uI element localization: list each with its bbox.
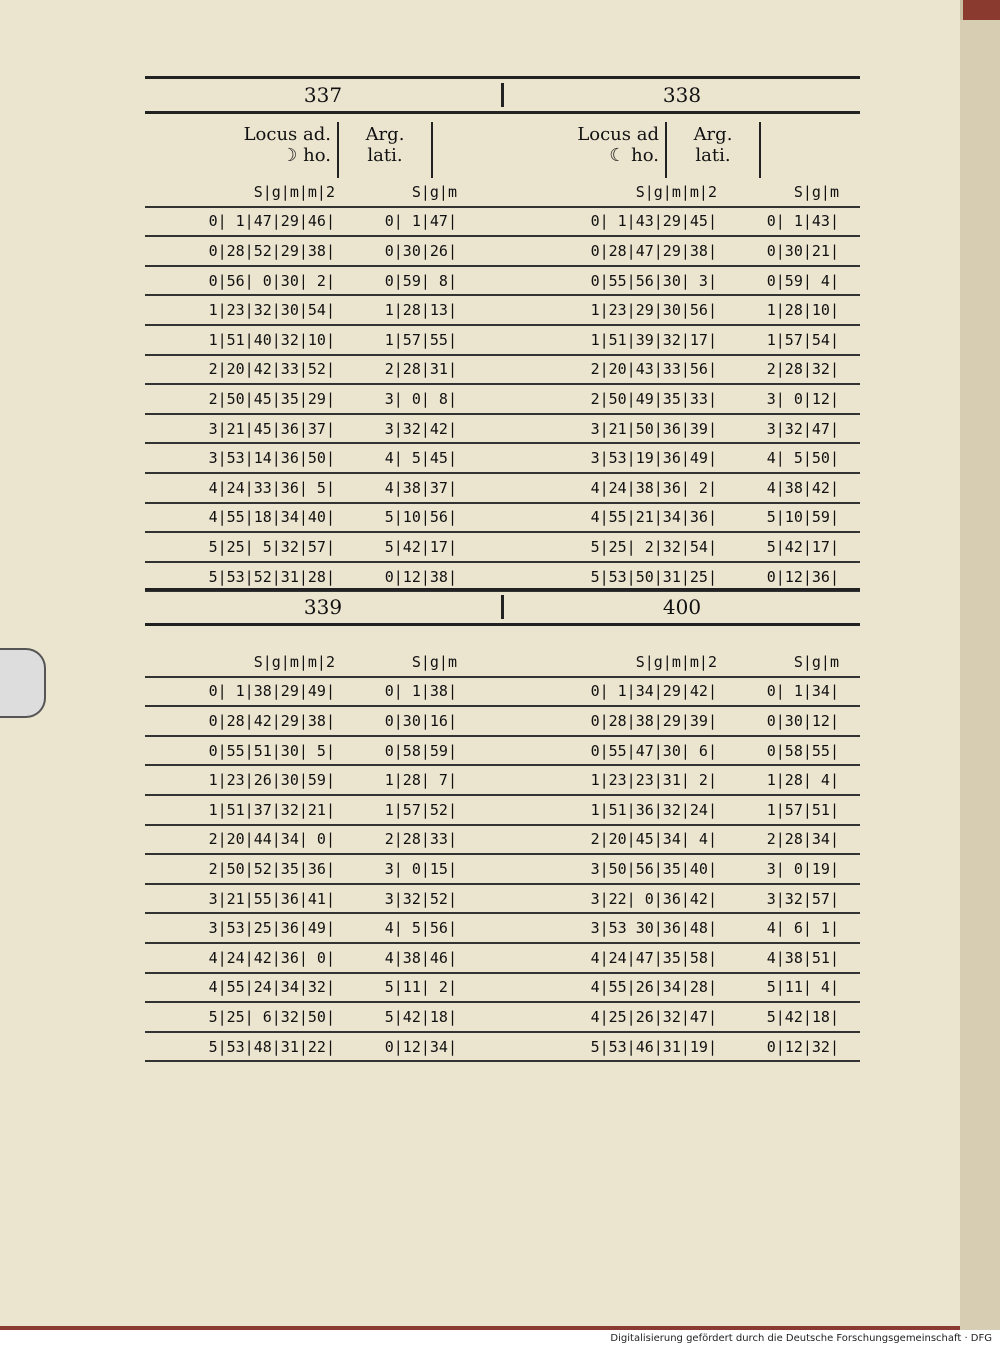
table-cell: 2|28|31|	[384, 360, 457, 379]
table-bottom	[145, 588, 860, 1062]
table-cell: 0| 1|43|	[766, 212, 839, 231]
table-cell: 3|32|42|	[384, 419, 457, 438]
table-cell: 0|30|21|	[766, 241, 839, 260]
table-cell: 4| 5|50|	[766, 449, 839, 468]
table-cell: 1|23|23|31| 2|	[590, 771, 717, 790]
table-row	[145, 855, 860, 885]
table-cell: 4|24|38|36| 2|	[590, 478, 717, 497]
table-row	[145, 296, 860, 326]
table-cell: 2|28|32|	[766, 360, 839, 379]
table-cell: 0|55|51|30| 5|	[208, 741, 335, 760]
table-cell: 2|50|49|35|33|	[590, 389, 717, 408]
table-cell: 5|53|50|31|25|	[590, 567, 717, 586]
table-cell: 0|55|56|30| 3|	[590, 271, 717, 290]
table-cell: 5|42|18|	[384, 1007, 457, 1026]
table-cell: 0|58|55|	[766, 741, 839, 760]
table-top	[145, 76, 860, 592]
table-cell: 1|28|13|	[384, 301, 457, 320]
table-cell: 4|38|51|	[766, 948, 839, 967]
table-row	[145, 533, 860, 563]
table-cell: 0| 1|34|	[766, 682, 839, 701]
table-cell: 0|28|42|29|38|	[208, 711, 335, 730]
label-lati: lati.	[367, 145, 403, 166]
table-cell: 0| 1|38|	[384, 682, 457, 701]
table-cell: 5|42|17|	[384, 537, 457, 556]
table-cell: 5|25| 6|32|50|	[208, 1007, 335, 1026]
table-cell: 4| 5|56|	[384, 919, 457, 938]
label-arg: Arg.	[365, 124, 405, 145]
table-cell: 5|53|46|31|19|	[590, 1037, 717, 1056]
table-cell: 2|50|45|35|29|	[208, 389, 335, 408]
table-cell: 3|21|45|36|37|	[208, 419, 335, 438]
table-cell: 0|59| 8|	[384, 271, 457, 290]
table-cell: 0| 1|38|29|49|	[208, 682, 335, 701]
label-lati-right: lati.	[695, 145, 731, 166]
table-cell: 3| 0|15|	[384, 859, 457, 878]
table-cell: 1|51|36|32|24|	[590, 800, 717, 819]
table-cell: 3|22| 0|36|42|	[590, 889, 717, 908]
table-cell: 3|53|19|36|49|	[590, 449, 717, 468]
table-row	[145, 1033, 860, 1063]
table-cell: 4|38|46|	[384, 948, 457, 967]
table-cell: 4|38|37|	[384, 478, 457, 497]
table-row	[145, 974, 860, 1004]
table-cell: 3| 0|19|	[766, 859, 839, 878]
table-cell: 5|53|48|31|22|	[208, 1037, 335, 1056]
table-cell: 1|51|37|32|21|	[208, 800, 335, 819]
table-row	[145, 237, 860, 267]
table-cell: 1|57|55|	[384, 330, 457, 349]
table-cell: 2|50|52|35|36|	[208, 859, 335, 878]
table-row	[145, 826, 860, 856]
table-cell: 0| 1|43|29|45|	[590, 212, 717, 231]
table-cell: 2|20|45|34| 4|	[590, 830, 717, 849]
table-row	[145, 707, 860, 737]
table-cell: 2|20|43|33|56|	[590, 360, 717, 379]
table-row	[145, 678, 860, 708]
table-cell: 5|53|52|31|28|	[208, 567, 335, 586]
table-cell: 4|24|33|36| 5|	[208, 478, 335, 497]
table-cell: 3|53 30|36|48|	[590, 919, 717, 938]
table-cell: 4|24|47|35|58|	[590, 948, 717, 967]
table-cell: 4|55|18|34|40|	[208, 508, 335, 527]
year-400: 400	[662, 595, 702, 619]
table-cell: 5|42|18|	[766, 1007, 839, 1026]
table-row	[145, 737, 860, 767]
table-cell: 0|30|16|	[384, 711, 457, 730]
table-cell: 3|53|14|36|50|	[208, 449, 335, 468]
label-locus-right: Locus ad	[577, 124, 659, 145]
table-cell: 0|55|47|30| 6|	[590, 741, 717, 760]
footer-bar	[0, 1330, 1000, 1348]
table-cell: 0|28|38|29|39|	[590, 711, 717, 730]
table-cell: 4|25|26|32|47|	[590, 1007, 717, 1026]
year-338: 338	[662, 83, 702, 107]
table-row	[145, 796, 860, 826]
table-cell: 0|58|59|	[384, 741, 457, 760]
table-cell: 4| 5|45|	[384, 449, 457, 468]
table-row	[145, 914, 860, 944]
table-cell: 0|56| 0|30| 2|	[208, 271, 335, 290]
table-cell: 5|42|17|	[766, 537, 839, 556]
column-header-row: S|g|m|m|2 S|g|m S|g|m|m|2 S|g|m	[145, 178, 860, 208]
table-cell: 5|25| 5|32|57|	[208, 537, 335, 556]
table-row	[145, 356, 860, 386]
table-cell: 0|30|26|	[384, 241, 457, 260]
table-cell: 3| 0|12|	[766, 389, 839, 408]
table-row	[145, 474, 860, 504]
table-cell: 0|30|12|	[766, 711, 839, 730]
table-cell: 2|28|34|	[766, 830, 839, 849]
table-cell: 0|12|36|	[766, 567, 839, 586]
table-cell: 4|24|42|36| 0|	[208, 948, 335, 967]
table-row	[145, 766, 860, 796]
table-cell: 5|11| 4|	[766, 978, 839, 997]
table-row	[145, 415, 860, 445]
table-cell: 3|32|57|	[766, 889, 839, 908]
table-cell: 1|23|32|30|54|	[208, 301, 335, 320]
table-cell: 3|50|56|35|40|	[590, 859, 717, 878]
table-cell: 2|20|42|33|52|	[208, 360, 335, 379]
table-cell: 3|21|55|36|41|	[208, 889, 335, 908]
table-cell: 1|51|40|32|10|	[208, 330, 335, 349]
table-cell: 4|38|42|	[766, 478, 839, 497]
table-cell: 3|32|47|	[766, 419, 839, 438]
table-cell: 4|55|21|34|36|	[590, 508, 717, 527]
table-cell: 2|28|33|	[384, 830, 457, 849]
table-cell: 1|57|54|	[766, 330, 839, 349]
table-cell: 0|59| 4|	[766, 271, 839, 290]
table-cell: 4|55|26|34|28|	[590, 978, 717, 997]
table-cell: 1|28| 4|	[766, 771, 839, 790]
table-cell: 5|25| 2|32|54|	[590, 537, 717, 556]
table-cell: 3| 0| 8|	[384, 389, 457, 408]
next-page-edge	[960, 20, 1000, 1330]
year-339: 339	[303, 595, 343, 619]
table-cell: 1|51|39|32|17|	[590, 330, 717, 349]
table-cell: 3|21|50|36|39|	[590, 419, 717, 438]
table-cell: 3|53|25|36|49|	[208, 919, 335, 938]
table-cell: 0|12|32|	[766, 1037, 839, 1056]
footer-text: Digitalisierung gefördert durch die Deutsche Forschungsgemeinschaft · DFG	[610, 1333, 992, 1344]
table-row	[145, 1003, 860, 1033]
table-cell: 1|28|10|	[766, 301, 839, 320]
table-cell: 5|11| 2|	[384, 978, 457, 997]
year-337: 337	[303, 83, 343, 107]
table-cell: 3|32|52|	[384, 889, 457, 908]
table-cell: 4| 6| 1|	[766, 919, 839, 938]
table-row	[145, 885, 860, 915]
column-header-row: S|g|m|m|2 S|g|m S|g|m|m|2 S|g|m	[145, 648, 860, 678]
table-row	[145, 267, 860, 297]
table-cell: 0| 1|47|29|46|	[208, 212, 335, 231]
table-cell: 5|10|59|	[766, 508, 839, 527]
table-cell: 2|20|44|34| 0|	[208, 830, 335, 849]
table-cell: 5|10|56|	[384, 508, 457, 527]
table-row	[145, 385, 860, 415]
table-row	[145, 944, 860, 974]
label-locus: Locus ad.	[243, 124, 331, 145]
label-moon-ho-right: ☾ ho.	[609, 145, 659, 166]
table-cell: 4|55|24|34|32|	[208, 978, 335, 997]
label-moon-ho: ☽ ho.	[281, 145, 331, 166]
table-cell: 0| 1|34|29|42|	[590, 682, 717, 701]
table-row	[145, 326, 860, 356]
table-cell: 0|28|52|29|38|	[208, 241, 335, 260]
label-arg-right: Arg.	[693, 124, 733, 145]
table-cell: 1|23|26|30|59|	[208, 771, 335, 790]
table-cell: 0|28|47|29|38|	[590, 241, 717, 260]
table-cell: 1|57|51|	[766, 800, 839, 819]
table-cell: 0|12|34|	[384, 1037, 457, 1056]
table-cell: 0| 1|47|	[384, 212, 457, 231]
table-cell: 1|28| 7|	[384, 771, 457, 790]
table-cell: 0|12|38|	[384, 567, 457, 586]
table-row	[145, 444, 860, 474]
table-row	[145, 504, 860, 534]
table-row	[145, 208, 860, 238]
table-cell: 1|23|29|30|56|	[590, 301, 717, 320]
page-clip	[0, 648, 46, 718]
table-cell: 1|57|52|	[384, 800, 457, 819]
